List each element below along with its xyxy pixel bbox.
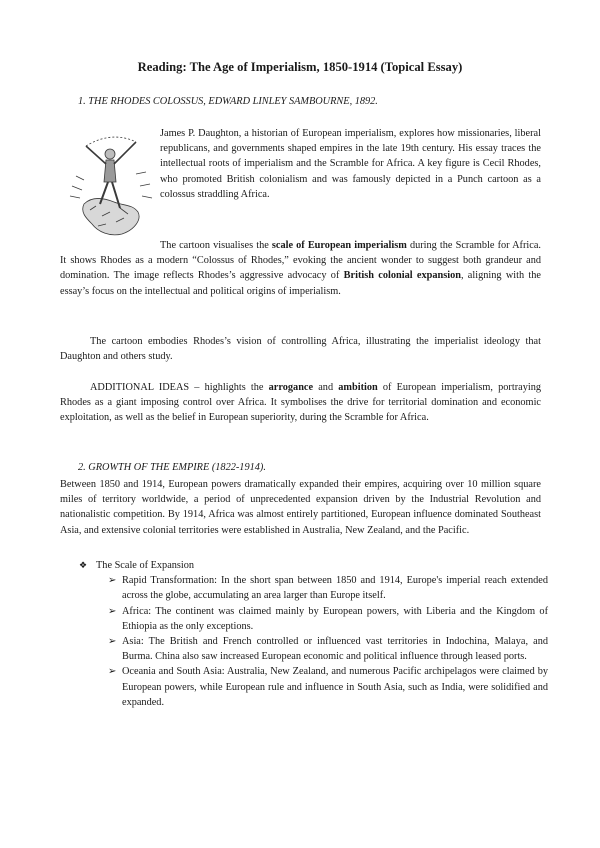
paragraph-growth-intro: Between 1850 and 1914, European powers dramatically expanded their empires, acquiring over 10 million square miles of territory worldwide, a period of unprecedented expansion driven by the Industrial Revolution and nationalistic competition. By 1914, Africa was almost entirely partitioned, European influence dominated Southeast Asia, and extensive colonial territories were established in Australia, New Zealand, and the Pacific. (60, 479, 541, 536)
section-heading-rhodes-colossus: 1. THE RHODES COLOSSUS, EDWARD LINLEY SAMBOURNE, 1892. (78, 96, 378, 107)
expansion-bullet-list (78, 558, 548, 710)
list-item (108, 573, 548, 603)
list-item-text: Rapid Transformation: In the short span between 1850 and 1914, Europe's imperial reach extended across the globe, accumulating an area larger than Europe itself. (122, 575, 548, 602)
page-title: Reading: The Age of Imperialism, 1850-1914 (Topical Essay) (137, 60, 463, 74)
list-item-text: Oceania and South Asia: Australia, New Zealand, and numerous Pacific archipelagos were claimed by European powers, while European rule and influence in South Asia, such as India, were solidified and expanded. (122, 666, 548, 708)
paragraph-cartoon-visualises (60, 238, 541, 299)
section-heading-growth-of-empire: 2. GROWTH OF THE EMPIRE (1822-1914). (78, 462, 266, 473)
rhodes-colossus-cartoon-image (62, 126, 158, 238)
list-item (108, 634, 548, 664)
text-run: of European imperialism, portraying Rhodes as a giant imposing control over Africa. It symbolises the drive for territorial domination and economic exploitation, as well as the belief in European superiority, during the Scramble for Africa. (60, 382, 542, 424)
list-item (108, 664, 548, 710)
paragraph-daughton-intro: James P. Daughton, a historian of European imperialism, explores how missionaries, liberal republicans, and governments shaped empires in the late 19th century. His essay traces the intellectual roots of imperialism and the Scramble for Africa. A key figure is Cecil Rhodes, who promoted British colonialism and was famously depicted in a Punch cartoon as a colossus straddling Africa. (160, 128, 541, 200)
paragraph-additional-ideas (60, 380, 541, 426)
bold-word-ambition: ambition (338, 382, 378, 393)
text-run: ADDITIONAL IDEAS – highlights the (90, 382, 269, 393)
bullet-title: The Scale of Expansion (96, 560, 195, 571)
bold-word-arrogance: arrogance (268, 382, 314, 393)
text-run: during the Scramble for Africa. It shows Rhodes as a modern “Colossus of Rhodes,” evoking the ancient wonder to suggest both grandeur and domination. The image reflects Rhodes’s aggressive advocacy of (60, 240, 541, 282)
list-item (108, 604, 548, 634)
text-run: and (313, 382, 339, 393)
arrow-bullet-icon: ➢ (108, 666, 117, 678)
bold-phrase-scale: scale of European imperialism (271, 240, 407, 251)
bold-phrase-british-colonial: British colonial expansion (343, 270, 461, 282)
list-item-text: Asia: The British and French controlled or influenced vast territories in Indochina, Malaya, and Burma. China also saw increased European economic and political influence through leased ports. (122, 636, 548, 663)
list-item-text: Africa: The continent was claimed mainly by European powers, with Liberia and the Kingdom of Ethiopia as the only exceptions. (122, 605, 548, 632)
text-run: , aligning with the essay’s focus on the intellectual and political origins of imperialism. (60, 270, 541, 297)
arrow-bullet-icon: ➢ (108, 575, 117, 587)
text-run: The cartoon visualises the (160, 240, 272, 251)
arrow-bullet-icon: ➢ (108, 636, 117, 648)
arrow-bullet-icon: ➢ (108, 605, 117, 617)
paragraph-cartoon-embodies: The cartoon embodies Rhodes’s vision of controlling Africa, illustrating the imperialist ideology that Daughton and others study. (60, 336, 541, 363)
diamond-bullet-icon: ❖ (78, 560, 88, 570)
bullet-scale-of-expansion (78, 558, 548, 573)
